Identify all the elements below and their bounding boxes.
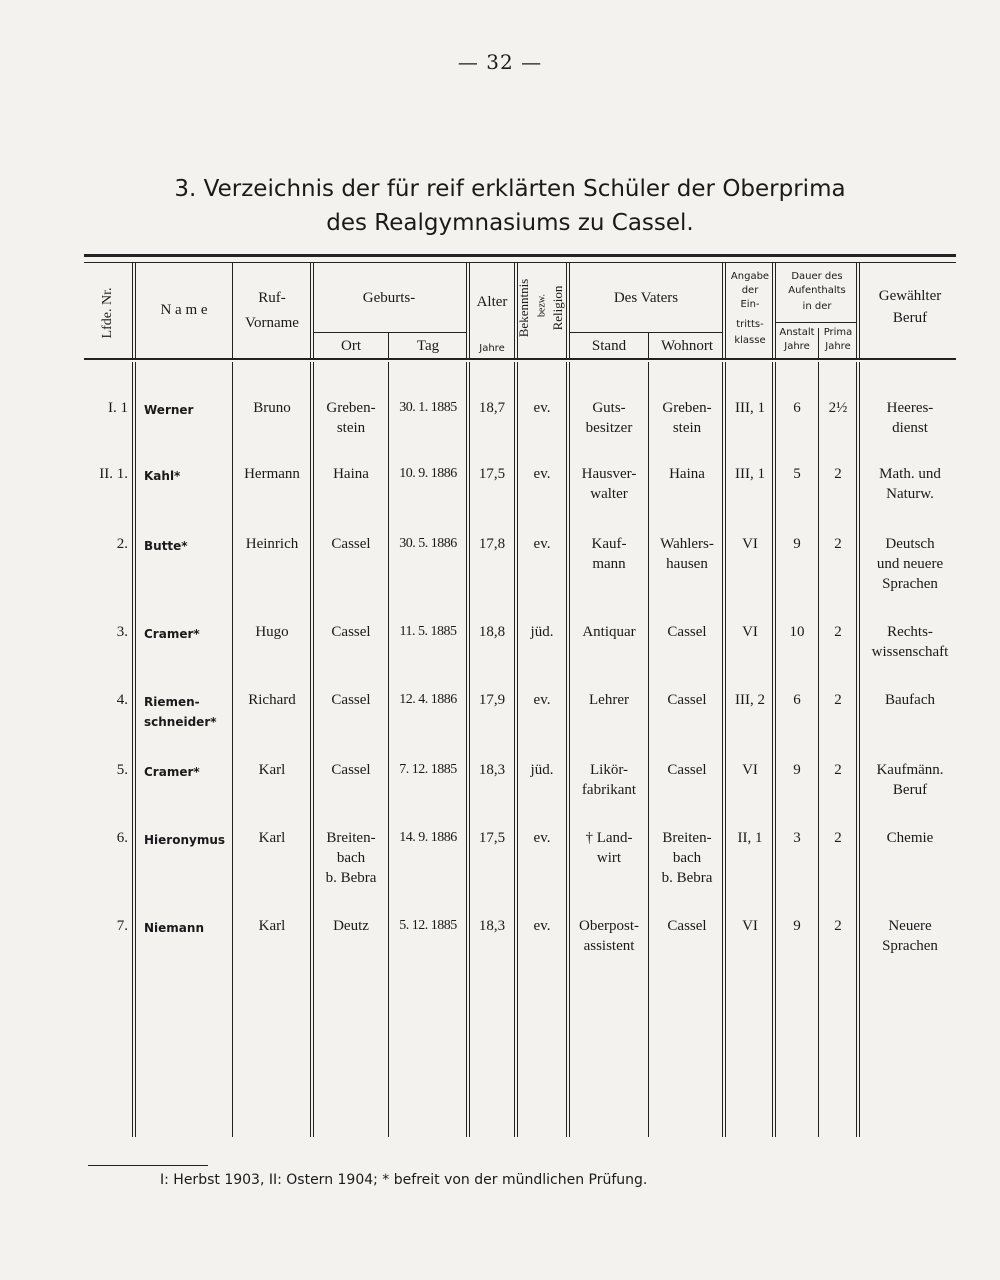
row-nr: 5. [116,762,128,778]
row-vorname: Karl [258,762,286,778]
row-vorname: Heinrich [245,536,299,552]
row-bekenntnis: jüd. [530,624,554,640]
table-top-rule-thin [84,262,956,263]
row-name: Hieronymus [144,833,226,847]
row-name: Butte* [144,539,188,553]
row-ort-3: b. Bebra [325,870,377,886]
column-divider-body [514,362,515,1137]
row-prima: 2 [834,466,842,482]
row-anstalt: 9 [793,762,801,778]
row-klasse: VI [742,918,758,934]
header-des-vaters: Des Vaters [613,290,679,306]
row-stand-2: assistent [583,938,635,954]
row-tag: 11. 5. 1885 [399,624,457,639]
row-beruf-2: dienst [892,420,928,436]
column-divider [514,262,515,358]
row-tag: 30. 1. 1885 [399,400,457,415]
row-ort: Cassel [331,762,371,778]
row-anstalt: 6 [793,692,801,708]
row-vorname: Karl [258,830,286,846]
row-tag: 12. 4. 1886 [399,692,457,707]
title-line-2: des Realgymnasiums zu Cassel. [326,210,694,236]
footnote: I: Herbst 1903, II: Ostern 1904; * befreit von der mündlichen Prüfung. [160,1172,648,1188]
row-beruf: Baufach [885,692,935,708]
row-prima: 2 [834,624,842,640]
row-anstalt: 6 [793,400,801,416]
row-stand-2: wirt [596,850,622,866]
row-wohnort: Cassel [667,692,707,708]
row-vorname: Karl [258,918,286,934]
header-dauer-3: in der [802,301,832,312]
row-beruf-2: wissenschaft [871,644,949,660]
header-lfd-nr: Lfde. Nr. [100,287,115,339]
row-beruf-3: Sprachen [882,576,938,592]
row-wohnort: Cassel [667,762,707,778]
row-prima: 2 [834,830,842,846]
table-header-rule [84,358,956,360]
row-prima: 2 [834,918,842,934]
row-bekenntnis: ev. [533,466,551,482]
row-beruf: Neuere [888,918,932,934]
header-geburts: Geburts- [362,290,416,306]
row-ort: Breiten- [326,830,376,846]
header-beruf-2: Beruf [892,310,928,326]
row-bekenntnis: jüd. [530,762,554,778]
row-nr: 3. [116,624,128,640]
row-anstalt: 9 [793,918,801,934]
row-klasse: VI [742,536,758,552]
row-beruf-2: und neuere [876,556,944,572]
row-beruf: Math. und [879,466,941,482]
row-alter: 17,9 [478,692,506,708]
header-angabe-1: Angabe [730,271,770,282]
row-stand: Kauf- [591,536,627,552]
column-divider [132,262,133,358]
row-prima: 2 [834,536,842,552]
row-stand: Likör- [589,762,629,778]
row-beruf: Chemie [886,830,934,846]
table-top-rule [84,254,956,257]
row-wohnort: Greben- [662,400,712,416]
header-angabe-4: tritts- [736,319,764,330]
row-ort: Greben- [326,400,376,416]
row-tag: 30. 5. 1886 [399,536,457,551]
row-wohnort-2: stein [672,420,702,436]
row-klasse: III, 1 [735,466,765,482]
row-stand: † Land- [585,830,633,846]
row-ort-2: stein [336,420,366,436]
vaters-rule [569,332,722,333]
row-stand-2: mann [592,556,626,572]
column-divider-body [856,362,857,1137]
row-ort: Deutz [333,918,369,934]
row-tag: 14. 9. 1886 [399,830,457,845]
row-ort: Cassel [331,624,371,640]
column-divider [232,262,233,358]
row-stand-2: fabrikant [581,782,637,798]
column-divider [388,332,389,358]
row-stand-2: besitzer [585,420,633,436]
row-wohnort: Breiten- [662,830,712,846]
row-prima: 2 [834,762,842,778]
row-name: Werner [144,403,194,417]
column-divider-body [310,362,311,1137]
column-divider [818,328,819,358]
column-divider-body [818,362,819,1137]
row-vorname: Bruno [253,400,291,416]
row-name-2: schneider* [144,715,217,729]
column-divider-body [566,362,567,1137]
row-nr: I. 1 [108,400,128,416]
footnote-rule [88,1165,208,1166]
row-bekenntnis: ev. [533,536,551,552]
header-jahre: Jahre [479,343,505,354]
row-beruf-2: Beruf [892,782,928,798]
row-vorname: Hugo [255,624,289,640]
header-angabe-2: der [741,285,759,296]
row-vorname: Richard [248,692,296,708]
row-nr: 6. [116,830,128,846]
column-divider [466,262,467,358]
header-anstalt: Anstalt [779,327,815,338]
row-alter: 18,3 [478,762,506,778]
row-prima: 2½ [828,400,848,416]
row-wohnort: Cassel [667,624,707,640]
header-dauer-1: Dauer des [791,271,843,282]
row-wohnort-3: b. Bebra [661,870,713,886]
header-tag: Tag [416,338,440,354]
column-divider [648,332,649,358]
column-divider-body [648,362,649,1137]
header-wohnort: Wohnort [660,338,714,354]
row-wohnort-2: hausen [666,556,708,572]
row-tag: 5. 12. 1885 [399,918,457,933]
row-ort: Cassel [331,692,371,708]
row-klasse: III, 2 [735,692,765,708]
geburts-rule [313,332,466,333]
row-beruf-2: Naturw. [886,486,934,502]
row-bekenntnis: ev. [533,400,551,416]
row-name: Kahl* [144,469,181,483]
row-name: Niemann [144,921,204,935]
row-stand: Lehrer [589,692,629,708]
row-stand: Oberpost- [579,918,639,934]
header-alter: Alter [476,294,508,310]
header-prima: Prima [823,327,853,338]
row-alter: 17,5 [478,466,506,482]
row-bekenntnis: ev. [533,830,551,846]
row-klasse: II, 1 [737,830,763,846]
row-beruf: Deutsch [885,536,935,552]
header-jahre-prima: Jahre [825,341,851,352]
title-line-1: 3. Verzeichnis der für reif erklärten Schüler der Oberprima [174,176,846,202]
column-divider [310,262,311,358]
header-bezw: bezw. [536,294,548,317]
header-beruf: Gewählter [878,288,942,304]
row-beruf: Heeres- [886,400,934,416]
row-vorname: Hermann [244,466,300,482]
column-divider-body [135,362,136,1137]
row-alter: 17,8 [478,536,506,552]
row-bekenntnis: ev. [533,692,551,708]
row-stand: Guts- [592,400,626,416]
row-ort-2: bach [336,850,366,866]
row-tag: 10. 9. 1886 [399,466,457,481]
row-ort: Cassel [331,536,371,552]
row-stand: Hausver- [581,466,637,482]
header-name: N a m e [160,302,208,318]
row-anstalt: 5 [793,466,801,482]
page-title [80,172,940,240]
row-alter: 17,5 [478,830,506,846]
row-anstalt: 3 [793,830,801,846]
row-name: Cramer* [144,765,200,779]
row-alter: 18,8 [478,624,506,640]
row-alter: 18,7 [478,400,506,416]
row-nr: II. 1. [99,466,128,482]
row-beruf-2: Sprachen [882,938,938,954]
header-stand: Stand [591,338,627,354]
header-ort: Ort [341,338,361,354]
row-tag: 7. 12. 1885 [399,762,457,777]
header-rufname-2: Vorname [245,315,299,331]
row-stand: Antiquar [582,624,636,640]
row-klasse: III, 1 [735,400,765,416]
row-ort: Haina [333,466,369,482]
header-jahre-anstalt: Jahre [784,341,810,352]
row-anstalt: 9 [793,536,801,552]
row-nr: 4. [116,692,128,708]
row-stand-2: walter [590,486,628,502]
header-religion: Religion [550,285,565,331]
header-bekenntnis: Bekenntnis [516,278,531,338]
row-name: Cramer* [144,627,200,641]
row-wohnort: Cassel [667,918,707,934]
column-divider-body [132,362,133,1137]
row-klasse: VI [742,762,758,778]
row-wohnort: Haina [669,466,705,482]
column-divider [566,262,567,358]
row-beruf: Rechts- [887,624,933,640]
row-klasse: VI [742,624,758,640]
row-wohnort-2: bach [672,850,702,866]
row-wohnort: Wahlers- [660,536,714,552]
row-name: Riemen- [144,695,200,709]
header-angabe-3: Ein- [740,299,760,310]
row-prima: 2 [834,692,842,708]
header-dauer-2: Aufenthalts [788,285,846,296]
header-angabe-5: klasse [734,335,766,346]
dauer-rule [775,322,856,323]
row-beruf: Kaufmänn. [876,762,944,778]
row-bekenntnis: ev. [533,918,551,934]
row-anstalt: 10 [789,624,805,640]
row-nr: 7. [116,918,128,934]
header-rufname: Ruf- [258,290,286,306]
row-nr: 2. [116,536,128,552]
page-number: — 32 — [457,50,543,74]
row-alter: 18,3 [478,918,506,934]
